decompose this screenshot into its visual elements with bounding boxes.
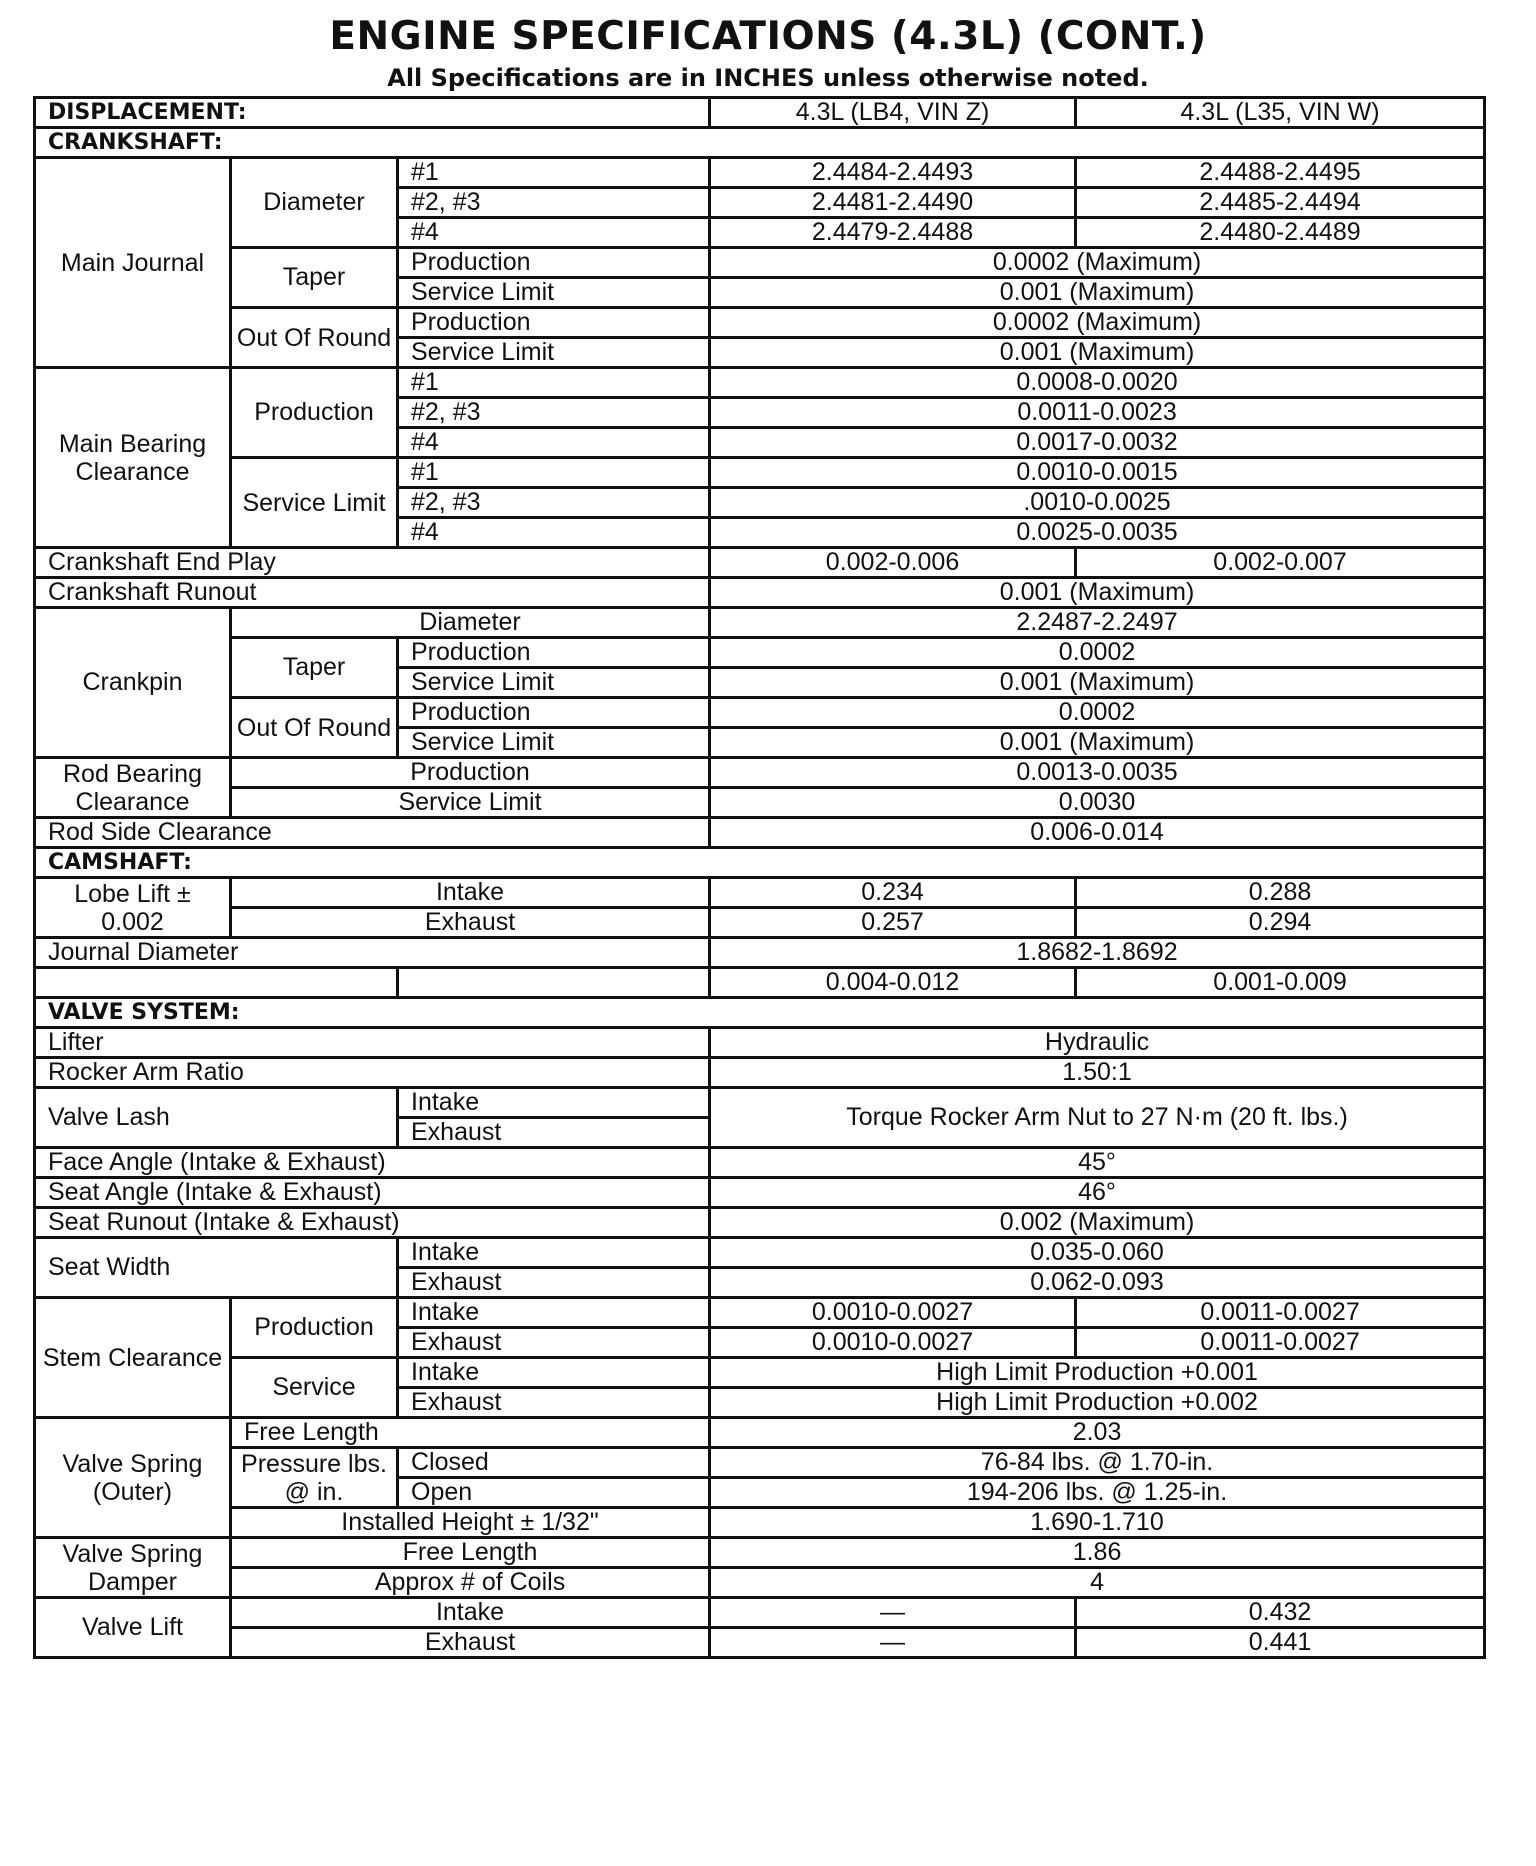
section-row	[35, 128, 1485, 158]
value-cell: 0.0011-0.0027	[1076, 1328, 1485, 1358]
value-cell: 2.4488-2.4495	[1076, 158, 1485, 188]
value-cell: 0.001 (Maximum)	[710, 578, 1485, 608]
value-cell: 0.001 (Maximum)	[710, 668, 1485, 698]
table-row	[35, 248, 1485, 278]
sub-label: Exhaust	[398, 1328, 710, 1358]
table-row	[35, 788, 1485, 818]
table-row	[35, 758, 1485, 788]
crankpin-label: Crankpin	[35, 608, 231, 758]
stem-clearance-label: Stem Clearance	[35, 1298, 231, 1418]
value-cell: 0.002 (Maximum)	[710, 1208, 1485, 1238]
table-row	[35, 458, 1485, 488]
value-cell: 0.0010-0.0027	[710, 1328, 1076, 1358]
table-row	[35, 638, 1485, 668]
value-cell: 2.03	[710, 1418, 1485, 1448]
row-label: Seat Runout (Intake & Exhaust)	[35, 1208, 710, 1238]
sub-label: Free Length	[231, 1538, 710, 1568]
table-row	[35, 1448, 1485, 1478]
main-journal-label: Main Journal	[35, 158, 231, 368]
section-row	[35, 848, 1485, 878]
sub-label: Production	[398, 698, 710, 728]
value-cell: .0010-0.0025	[710, 488, 1485, 518]
sub-label: Exhaust	[231, 908, 710, 938]
value-cell: 0.0011-0.0027	[1076, 1298, 1485, 1328]
table-row	[35, 578, 1485, 608]
table-row	[35, 698, 1485, 728]
sub-label: Production	[231, 758, 710, 788]
production-label: Production	[231, 368, 398, 458]
value-cell: 0.234	[710, 878, 1076, 908]
journal-number: #1	[398, 368, 710, 398]
row-label: Lifter	[35, 1028, 710, 1058]
lobe-lift-label: Lobe Lift ± 0.002	[35, 878, 231, 938]
table-row	[35, 938, 1485, 968]
value-cell: 1.8682-1.8692	[710, 938, 1485, 968]
journal-number: #2, #3	[398, 188, 710, 218]
value-cell: 0.0013-0.0035	[710, 758, 1485, 788]
engine-spec-table	[33, 96, 1486, 1659]
sub-label: Approx # of Coils	[231, 1568, 710, 1598]
value-cell: 0.288	[1076, 878, 1485, 908]
value-cell: 0.432	[1076, 1598, 1485, 1628]
value-cell: 2.4479-2.4488	[710, 218, 1076, 248]
value-cell: 2.2487-2.2497	[710, 608, 1485, 638]
sub-label: Intake	[398, 1298, 710, 1328]
value-cell: 0.001 (Maximum)	[710, 338, 1485, 368]
table-row	[35, 1058, 1485, 1088]
sub-label: Production	[398, 248, 710, 278]
value-cell: High Limit Production +0.002	[710, 1388, 1485, 1418]
value-cell: 0.0002 (Maximum)	[710, 248, 1485, 278]
row-label: Rocker Arm Ratio	[35, 1058, 710, 1088]
table-row	[35, 1238, 1485, 1268]
page-title: ENGINE SPECIFICATIONS (4.3L) (CONT.)	[329, 14, 1207, 59]
valve-spring-damper-label: Valve Spring Damper	[35, 1538, 231, 1598]
value-cell: —	[710, 1598, 1076, 1628]
section-valve-system: VALVE SYSTEM:	[35, 998, 1485, 1028]
value-cell: 0.062-0.093	[710, 1268, 1485, 1298]
value-cell: Torque Rocker Arm Nut to 27 N·m (20 ft. lbs.)	[710, 1088, 1485, 1148]
valve-lash-label: Valve Lash	[35, 1088, 398, 1148]
value-cell: 1.86	[710, 1538, 1485, 1568]
table-row	[35, 1358, 1485, 1388]
table-row	[35, 878, 1485, 908]
value-cell: Hydraulic	[710, 1028, 1485, 1058]
value-cell: 0.0002	[710, 698, 1485, 728]
sub-label: Diameter	[231, 608, 710, 638]
production-label: Production	[231, 1298, 398, 1358]
row-label: Face Angle (Intake & Exhaust)	[35, 1148, 710, 1178]
row-label: Journal Diameter	[35, 938, 710, 968]
sub-label: Exhaust	[231, 1628, 710, 1658]
section-crankshaft: CRANKSHAFT:	[35, 128, 1485, 158]
sub-label: Installed Height ± 1/32"	[231, 1508, 710, 1538]
row-label: Crankshaft End Play	[35, 548, 710, 578]
value-cell: 0.0010-0.0027	[710, 1298, 1076, 1328]
value-cell: 0.0017-0.0032	[710, 428, 1485, 458]
service-limit-label: Service Limit	[231, 458, 398, 548]
table-row	[35, 818, 1485, 848]
sub-label: Exhaust	[398, 1118, 710, 1148]
table-row	[35, 1298, 1485, 1328]
table-row	[35, 1148, 1485, 1178]
rod-bearing-clearance-label: Rod Bearing Clearance	[35, 758, 231, 818]
value-cell: 1.50:1	[710, 1058, 1485, 1088]
taper-label: Taper	[231, 638, 398, 698]
pressure-label: Pressure lbs. @ in.	[231, 1448, 398, 1508]
diameter-label: Diameter	[231, 158, 398, 248]
section-row	[35, 998, 1485, 1028]
sub-label: Service Limit	[398, 278, 710, 308]
sub-label: Open	[398, 1478, 710, 1508]
sub-label: Closed	[398, 1448, 710, 1478]
value-cell: 194-206 lbs. @ 1.25-in.	[710, 1478, 1485, 1508]
taper-label: Taper	[231, 248, 398, 308]
empty-cell	[398, 968, 710, 998]
value-cell: 0.441	[1076, 1628, 1485, 1658]
empty-cell	[35, 968, 398, 998]
displacement-label: DISPLACEMENT:	[35, 98, 710, 128]
table-row	[35, 368, 1485, 398]
sub-label: Exhaust	[398, 1388, 710, 1418]
main-bearing-clearance-label: Main Bearing Clearance	[35, 368, 231, 548]
value-cell: 0.0011-0.0023	[710, 398, 1485, 428]
sub-label: Service Limit	[398, 728, 710, 758]
table-row	[35, 1418, 1485, 1448]
value-cell: 2.4484-2.4493	[710, 158, 1076, 188]
table-row	[35, 98, 1485, 128]
sub-label: Intake	[231, 1598, 710, 1628]
table-row	[35, 1568, 1485, 1598]
value-cell: 0.001 (Maximum)	[710, 278, 1485, 308]
sub-label: Production	[398, 308, 710, 338]
value-cell: 0.035-0.060	[710, 1238, 1485, 1268]
value-cell: 0.0025-0.0035	[710, 518, 1485, 548]
value-cell: 1.690-1.710	[710, 1508, 1485, 1538]
value-cell: 2.4481-2.4490	[710, 188, 1076, 218]
sub-label: Service Limit	[398, 668, 710, 698]
value-cell: 0.0030	[710, 788, 1485, 818]
table-row	[35, 1088, 1485, 1118]
value-cell: High Limit Production +0.001	[710, 1358, 1485, 1388]
journal-number: #2, #3	[398, 398, 710, 428]
page-subtitle: All Specifications are in INCHES unless otherwise noted.	[387, 64, 1149, 92]
value-cell: 0.006-0.014	[710, 818, 1485, 848]
table-row	[35, 1178, 1485, 1208]
table-row	[35, 908, 1485, 938]
sub-label: Intake	[398, 1358, 710, 1388]
value-cell: 0.257	[710, 908, 1076, 938]
seat-width-label: Seat Width	[35, 1238, 398, 1298]
sub-label: Service Limit	[398, 338, 710, 368]
section-camshaft: CAMSHAFT:	[35, 848, 1485, 878]
valve-lift-label: Valve Lift	[35, 1598, 231, 1658]
table-row	[35, 1508, 1485, 1538]
value-cell: 76-84 lbs. @ 1.70-in.	[710, 1448, 1485, 1478]
sub-label: Service Limit	[231, 788, 710, 818]
journal-number: #2, #3	[398, 488, 710, 518]
journal-number: #4	[398, 218, 710, 248]
value-cell: 46°	[710, 1178, 1485, 1208]
value-cell: 0.004-0.012	[710, 968, 1076, 998]
row-label: Rod Side Clearance	[35, 818, 710, 848]
journal-number: #1	[398, 458, 710, 488]
service-label: Service	[231, 1358, 398, 1418]
valve-spring-label: Valve Spring (Outer)	[35, 1418, 231, 1538]
column-header-lb4: 4.3L (LB4, VIN Z)	[710, 98, 1076, 128]
column-header-l35: 4.3L (L35, VIN W)	[1076, 98, 1485, 128]
table-row	[35, 1028, 1485, 1058]
table-row	[35, 968, 1485, 998]
out-of-round-label: Out Of Round	[231, 698, 398, 758]
value-cell: 4	[710, 1568, 1485, 1598]
value-cell: 0.0008-0.0020	[710, 368, 1485, 398]
value-cell: 2.4480-2.4489	[1076, 218, 1485, 248]
journal-number: #4	[398, 428, 710, 458]
sub-label: Intake	[231, 878, 710, 908]
value-cell: 0.0002 (Maximum)	[710, 308, 1485, 338]
value-cell: —	[710, 1628, 1076, 1658]
table-row	[35, 158, 1485, 188]
row-label: Seat Angle (Intake & Exhaust)	[35, 1178, 710, 1208]
sub-label: Intake	[398, 1088, 710, 1118]
value-cell: 0.002-0.006	[710, 548, 1076, 578]
table-row	[35, 548, 1485, 578]
value-cell: 45°	[710, 1148, 1485, 1178]
value-cell: 2.4485-2.4494	[1076, 188, 1485, 218]
table-row	[35, 608, 1485, 638]
value-cell: 0.0010-0.0015	[710, 458, 1485, 488]
table-row	[35, 1628, 1485, 1658]
table-row	[35, 308, 1485, 338]
row-label: Crankshaft Runout	[35, 578, 710, 608]
value-cell: 0.001 (Maximum)	[710, 728, 1485, 758]
value-cell: 0.002-0.007	[1076, 548, 1485, 578]
table-row	[35, 1598, 1485, 1628]
sub-label: Exhaust	[398, 1268, 710, 1298]
sub-label: Production	[398, 638, 710, 668]
value-cell: 0.294	[1076, 908, 1485, 938]
sub-label: Intake	[398, 1238, 710, 1268]
journal-number: #4	[398, 518, 710, 548]
sub-label: Free Length	[231, 1418, 710, 1448]
out-of-round-label: Out Of Round	[231, 308, 398, 368]
journal-number: #1	[398, 158, 710, 188]
table-row	[35, 1538, 1485, 1568]
value-cell: 0.0002	[710, 638, 1485, 668]
table-row	[35, 1208, 1485, 1238]
value-cell: 0.001-0.009	[1076, 968, 1485, 998]
